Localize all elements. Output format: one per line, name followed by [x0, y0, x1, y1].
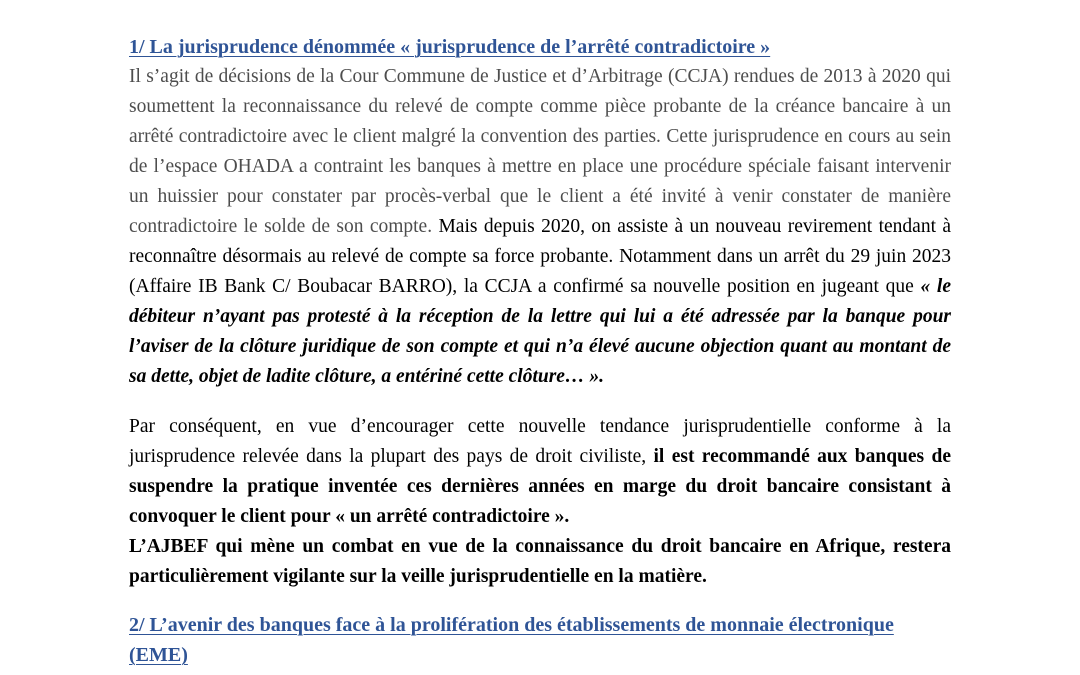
paragraph-1-faded-text: Il s’agit de décisions de la Cour Commune de Justice et d’Arbitrage (CCJA) rendues de 2013 à 2020 qui soumettent la reconnaissance du relevé de compte comme pièce probante de la créance bancaire à un arrêté contradictoire avec le client malgré la convention des parties. Cette jurisprudence en cours au sein de l’espace OHADA a contraint les banques à mettre en place une procédure spéciale faisant intervenir un huissier pour constater par procès-verbal que le client a été invité à venir constater de manière contradictoire le solde de son compte. [129, 66, 951, 237]
document-page [129, 32, 951, 670]
paragraph-2-bold: il est recommandé aux banques de suspendre la pratique inventée ces dernières années en marge du droit bancaire consistant à convoquer le client pour « un arrêté contradictoire ». [129, 446, 951, 527]
section-1-paragraph-1 [129, 62, 951, 392]
paragraph-1-text: Mais depuis 2020, on assiste à un nouveau revirement tendant à reconnaître désormais au relevé de compte sa force probante. Notamment dans un arrêt du 29 juin 2023 (Affaire IB Bank C/ Boubacar BARRO), la CCJA a confirmé sa nouvelle position en jugeant que [129, 216, 951, 297]
section-spacer [129, 592, 951, 610]
section-1-paragraph-3 [129, 532, 951, 592]
paragraph-3-bold: L’AJBEF qui mène un combat en vue de la connaissance du droit bancaire en Afrique, restera particulièrement vigilante sur la veille jurisprudentielle en la matière. [129, 536, 951, 587]
paragraph-2-text: Par conséquent, en vue d’encourager cette nouvelle tendance jurisprudentielle conforme à la jurisprudence relevée dans la plupart des pays de droit civiliste, [129, 416, 951, 467]
section-1-paragraph-2 [129, 412, 951, 532]
section-1-heading: 1/ La jurisprudence dénommée « jurisprudence de l’arrêté contradictoire » [129, 36, 771, 58]
section-2-heading: 2/ L’avenir des banques face à la prolifération des établissements de monnaie électronique (EME) [129, 614, 894, 666]
paragraph-1-quote: « le débiteur n’ayant pas protesté à la réception de la lettre qui lui a été adressée par la banque pour l’aviser de la clôture juridique de son compte et qui n’a élevé aucune objection quant au montant de sa dette, objet de ladite clôture, a entériné cette clôture… ». [129, 276, 951, 387]
paragraph-spacer [129, 392, 951, 412]
